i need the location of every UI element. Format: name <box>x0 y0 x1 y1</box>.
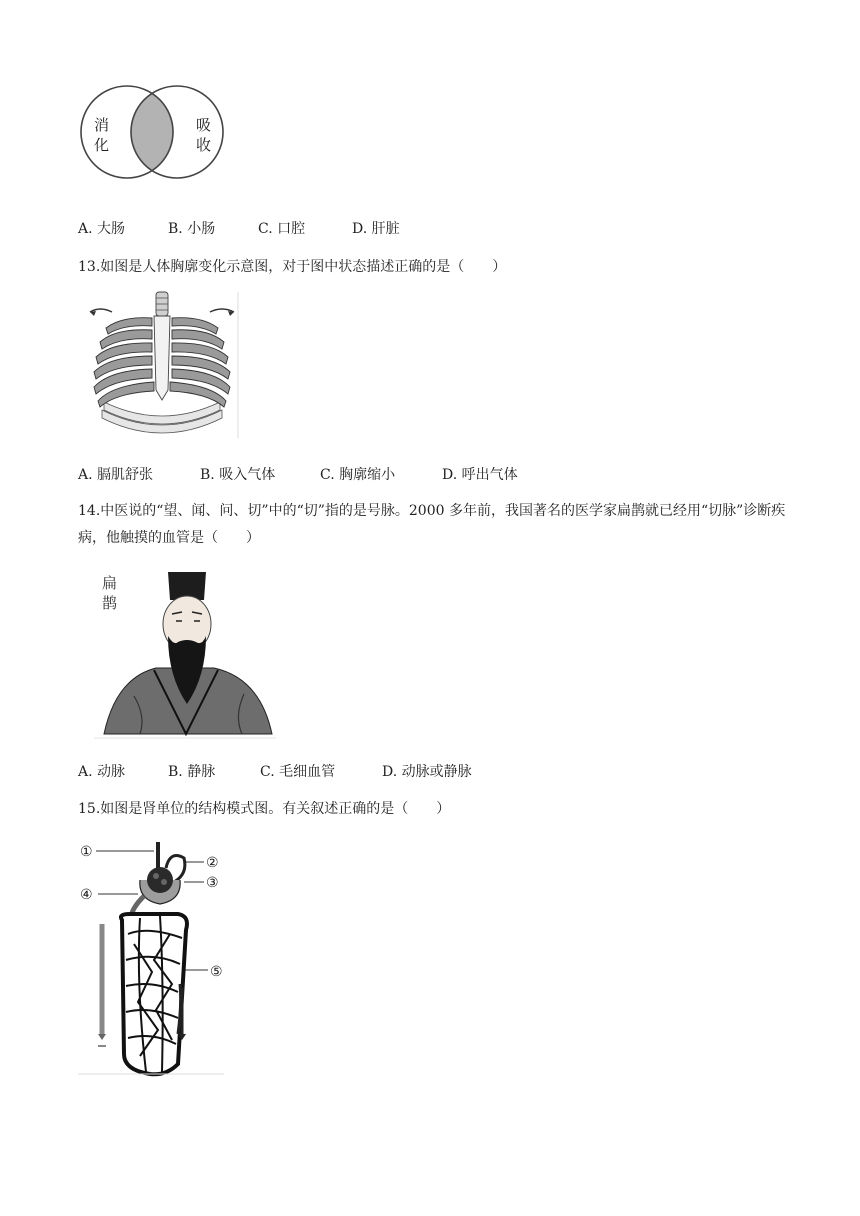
q13-option-d[interactable]: D. 呼出气体 <box>442 467 518 483</box>
portrait-label-2: 鹊 <box>102 594 118 612</box>
label-2: ② <box>206 855 219 871</box>
q12-option-a[interactable]: A. 大肠 <box>78 221 126 237</box>
ribcage-illustration <box>82 290 242 440</box>
venn-left-label-1: 消 <box>94 116 110 134</box>
label-5: ⑤ <box>210 964 223 980</box>
q14-option-a[interactable]: A. 动脉 <box>78 764 126 780</box>
venn-right-label-2: 收 <box>196 136 212 154</box>
portrait-label-1: 扁 <box>102 574 118 592</box>
venn-left-label-2: 化 <box>94 136 110 154</box>
q14-option-c[interactable]: C. 毛细血管 <box>260 764 336 780</box>
label-3: ③ <box>206 875 219 891</box>
q12-option-b[interactable]: B. 小肠 <box>168 221 216 237</box>
glomerulus <box>147 867 173 893</box>
q13-option-b[interactable]: B. 吸入气体 <box>200 467 276 483</box>
q12-option-c[interactable]: C. 口腔 <box>258 221 306 237</box>
sternum <box>154 316 170 400</box>
q15-stem: 15.如图是肾单位的结构模式图。有关叙述正确的是（ ） <box>78 801 451 817</box>
label-4: ④ <box>80 887 93 903</box>
q13-stem: 13.如图是人体胸廓变化示意图，对于图中状态描述正确的是（ ） <box>78 259 507 275</box>
q13-option-c[interactable]: C. 胸廓缩小 <box>320 467 396 483</box>
q13-option-a[interactable]: A. 膈肌舒张 <box>78 467 154 483</box>
bian-que-portrait <box>94 566 276 740</box>
venn-right-label-1: 吸 <box>196 116 212 134</box>
q14-option-d[interactable]: D. 动脉或静脉 <box>382 764 472 780</box>
q14-options <box>78 761 472 781</box>
label-1: ① <box>80 844 93 860</box>
q13-options <box>78 464 518 484</box>
capillary-network <box>121 914 187 1074</box>
q14-stem: 14.中医说的“望、闻、问、切”中的“切”指的是号脉。2000 多年前，我国著名的医学家扁鹊就已经用“切脉”诊断疾病，他触摸的血管是（ ） <box>78 503 786 546</box>
nephron-diagram <box>78 834 228 1078</box>
q12-option-d[interactable]: D. 肝脏 <box>352 221 400 237</box>
q12-options <box>78 218 400 238</box>
q14-option-b[interactable]: B. 静脉 <box>168 764 216 780</box>
venn-diagram <box>78 82 228 184</box>
